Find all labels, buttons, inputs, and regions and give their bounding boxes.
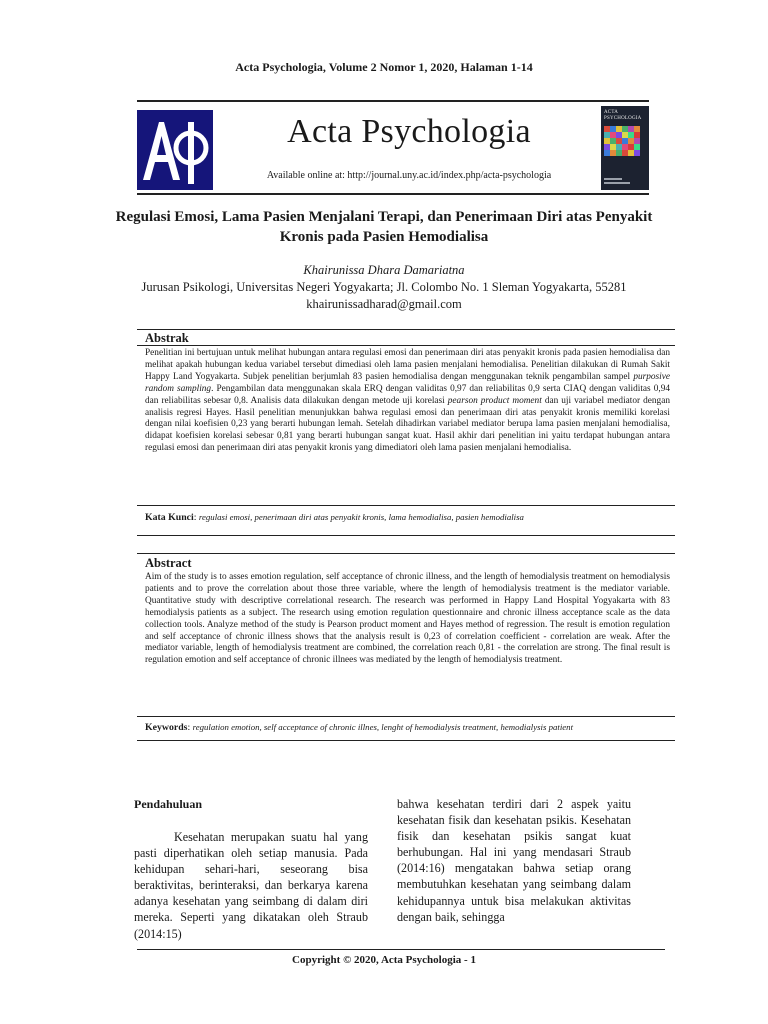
journal-cover-image xyxy=(601,106,649,190)
abstrak-heading: Abstrak xyxy=(145,331,189,345)
journal-logo xyxy=(137,110,213,190)
abstract-bottom-rule xyxy=(137,740,675,741)
article-title: Regulasi Emosi, Lama Pasien Menjalani Terapi, dan Penerimaan Diri atas Penyakit Kronis pada Pasien Hemodialisa xyxy=(115,209,653,245)
running-head: Acta Psychologia, Volume 2 Nomor 1, 2020, Halaman 1-14 xyxy=(235,60,533,74)
abstract-body: Aim of the study is to asses emotion regulation, self acceptance of chronic illness, and the length of hemodialysis treatment on hemodialysis patients and to prove the correlation about those three variable, where the length of hemodialysis treatment is the mediator variable. Quantitative study with descriptive correlational research. The research was performed in Happy Land Hospital Yogyakarta with 83 hemodialysis patients as a subject. The research using emotion regulation questionnaire and chronic illness acceptance scale as the data collection tools. Analyze method of the study is Pearson product moment and Hayes method of regression. The result is emotion regulation and self acceptance of chronic illness shows that the analysis result is 0,23 of correlation coefficient - correlation are weak. After the mediator variable, length of hemodialysis treatment are combined, the correlation reach 0,81 - the correlation are strong. The final result is regulation emotion and self acceptance of chronic illnees was mediated by the length of hemodialysis treatment. xyxy=(145,572,670,666)
available-online-link[interactable]: Available online at: http://journal.uny.ac.id/index.php/acta-psychologia xyxy=(266,170,552,181)
abstract-top-rule xyxy=(137,553,675,554)
intro-heading: Pendahuluan xyxy=(134,797,203,811)
abstrak-keywords-rule xyxy=(137,505,675,506)
journal-logo-mark xyxy=(137,110,213,190)
header-top-rule xyxy=(137,100,649,102)
abstract-keywords-rule xyxy=(137,716,675,717)
intro-left-column: Kesehatan merupakan suatu hal yang pasti diperhatikan oleh setiap manusia. Pada kehidupan sehari-hari, seseorang bisa beraktivitas, berinteraksi, dan berkarya karena adanya kesehatan yang seimbang di dalam diri mereka. Seperti yang dikatakan oleh Straub (2014:15) xyxy=(134,830,368,941)
footer-copyright: Copyright © 2020, Acta Psychologia - 1 xyxy=(292,954,476,966)
abstrak-body: Penelitian ini bertujuan untuk melihat hubungan antara regulasi emosi dan penerimaan diri atas penyakit kronis pada pasien hemodialisa dan melihat apakah hubungan kedua variabel tersebut dimediasi oleh lama pasien menjalani hemodialisa. Penelitian dilakukan di Rumah Sakit Happy Land Yogyakarta. Subjek penelitian berjumlah 83 pasien hemodialisa dengan menggunakan teknik pengambilan sampel purposive random sampling. Pengambilan data menggunakan skala ERQ dengan validitas 0,97 dan reliabilitas 0,9 serta CIAQ dengan validitas 0,94 dan reliabilitas sebesar 0,8. Analisis data dilakukan dengan metode uji korelasi pearson product moment dan uji variabel mediator dengan analisis regresi Hayes. Hasil penelitian menunjukkan bahwa regulasi emosi dan penerimaan diri atas penyakit kronis memiliki korelasi dengan nilai koefisien 0,23 yang berarti hubungan lemah. Setelah dihadirkan variabel mediator berupa lama pasien menjalani hemodialisa, didapat koefisien korelasi sebesar 0,81 yang berarti hubungan sangat kuat. Hasil akhir dari penelitian ini yaitu terdapat hubungan antara regulasi emosi dan penerimaan diri atas penyakit kronis yang dimediatori oleh lama pasien menjalani hemodialisa. xyxy=(145,348,670,454)
cover-title: ACTA PSYCHOLOGIA xyxy=(604,110,642,121)
abstract-keywords: Keywords: regulation emotion, self acceptance of chronic illnes, lenght of hemodialysis treatment, hemodialysis patient xyxy=(145,722,574,733)
abstrak-top-rule xyxy=(137,329,675,330)
footer-rule xyxy=(137,949,665,950)
header-bottom-rule xyxy=(137,193,649,195)
author-affiliation: Jurusan Psikologi, Universitas Negeri Yogyakarta; Jl. Colombo No. 1 Sleman Yogyakarta, 55281 xyxy=(141,280,627,294)
abstract-heading: Abstract xyxy=(145,556,192,570)
abstrak-keywords: Kata Kunci: regulasi emosi, penerimaan diri atas penyakit kronis, lama hemodialisa, pasien hemodialisa xyxy=(145,512,524,523)
author-email[interactable]: khairunissadharad@gmail.com xyxy=(306,297,462,311)
abstrak-heading-rule xyxy=(137,345,675,346)
author-name: Khairunissa Dhara Damariatna xyxy=(303,263,465,277)
journal-name: Acta Psychologia xyxy=(287,113,531,150)
abstract-keywords-label: Keywords xyxy=(145,722,188,733)
abstract-keywords-text: regulation emotion, self acceptance of chronic illnes, lenght of hemodialysis treatment, hemodialysis patient xyxy=(192,722,574,732)
intro-right-column: bahwa kesehatan terdiri dari 2 aspek yaitu kesehatan fisik dan kesehatan psikis. Kesehatan fisik dan kesehatan psikis sangat kuat berhubungan. Hal ini yang mendasari Straub (2014:16) mengatakan bahwa setiap orang membutuhkan kesehatan yang seimbang dalam kehidupannya untuk bisa melakukan aktivitas dengan baik, sehingga xyxy=(397,797,631,924)
abstrak-keywords-text: regulasi emosi, penerimaan diri atas penyakit kronis, lama hemodialisa, pasien hemodialisa xyxy=(198,512,524,522)
abstrak-keywords-label: Kata Kunci xyxy=(145,512,194,523)
cover-mosaic xyxy=(604,126,646,162)
abstrak-bottom-rule xyxy=(137,535,675,536)
